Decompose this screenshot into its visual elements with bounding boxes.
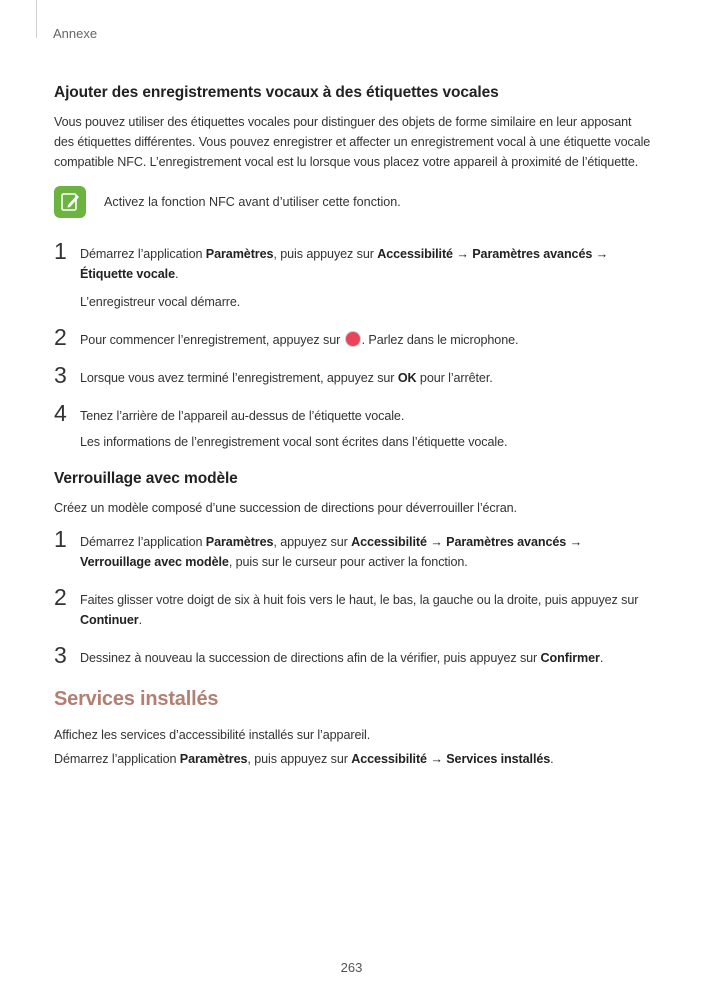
step-text: Démarrez l’application Paramètres, puis appuyez sur Accessibilité → Paramètres avancés → Étiquette vocale. xyxy=(80,247,609,281)
step-item xyxy=(54,642,654,668)
section-title-voice-labels: Ajouter des enregistrements vocaux à des étiquettes vocales xyxy=(54,84,499,101)
note-box xyxy=(54,186,654,218)
page-content xyxy=(54,84,654,769)
page-number: 263 xyxy=(340,960,363,975)
step-text: Dessinez à nouveau la succession de directions afin de la vérifier, puis appuyez sur Confirmer. xyxy=(80,651,604,665)
step-number: 2 xyxy=(54,584,67,610)
section-intro: Vous pouvez utiliser des étiquettes vocales pour distinguer des objets de forme similaire en leur apposant des étiquettes différentes. Vous pouvez enregistrer et affecter un enregistrement vocal à une étiquette vocale compatible NFC. L’enregistrement vocal est lu lorsque vous placez votre appareil à proximité de l’étiquette. xyxy=(54,115,651,169)
step-result: L’enregistreur vocal démarre. xyxy=(80,295,241,309)
page-header: Annexe xyxy=(53,26,98,41)
section-intro: Créez un modèle composé d’une succession de directions pour déverrouiller l’écran. xyxy=(54,501,517,515)
section-intro: Affichez les services d’accessibilité installés sur l’appareil. xyxy=(54,728,371,742)
step-number: 2 xyxy=(54,324,67,350)
step-number: 4 xyxy=(54,400,67,426)
step-number: 1 xyxy=(54,238,67,264)
record-button-icon xyxy=(346,332,360,346)
note-text: Activez la fonction NFC avant d’utiliser cette fonction. xyxy=(104,195,401,209)
step-number: 1 xyxy=(54,526,67,552)
section-instruction: Démarrez l’application Paramètres, puis appuyez sur Accessibilité → Services installés. xyxy=(54,752,554,766)
step-item xyxy=(54,526,654,572)
step-text: Lorsque vous avez terminé l’enregistrement, appuyez sur OK pour l’arrêter. xyxy=(80,371,493,385)
note-pencil-icon xyxy=(54,186,86,218)
step-text: Démarrez l’application Paramètres, appuyez sur Accessibilité → Paramètres avancés → Verrouillage avec modèle, puis sur le curseur pour activer la fonction. xyxy=(80,535,583,569)
step-item xyxy=(54,584,654,630)
margin-divider xyxy=(36,0,37,38)
section-title-pattern-lock: Verrouillage avec modèle xyxy=(54,470,238,487)
step-number: 3 xyxy=(54,642,67,668)
step-item xyxy=(54,362,654,388)
step-text: Pour commencer l’enregistrement, appuyez sur . Parlez dans le microphone. xyxy=(80,333,519,347)
step-result: Les informations de l’enregistrement vocal sont écrites dans l’étiquette vocale. xyxy=(80,435,508,449)
step-item xyxy=(54,238,654,312)
section-title-installed-services: Services installés xyxy=(54,688,219,710)
step-item xyxy=(54,324,654,350)
step-number: 3 xyxy=(54,362,67,388)
step-text: Faites glisser votre doigt de six à huit fois vers le haut, le bas, la gauche ou la droite, puis appuyez sur Continuer. xyxy=(80,593,639,627)
step-text: Tenez l’arrière de l’appareil au-dessus de l’étiquette vocale. xyxy=(80,409,405,423)
step-item xyxy=(54,400,654,452)
